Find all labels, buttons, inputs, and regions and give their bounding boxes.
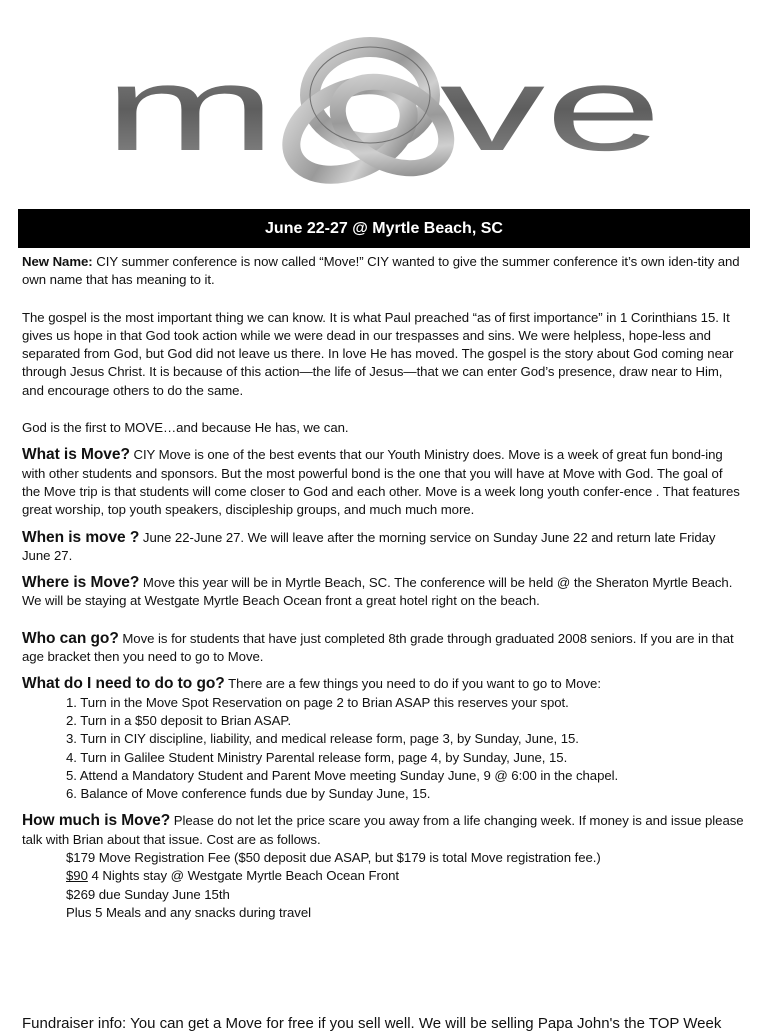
what-do-i-need-heading: What do I need to do to go? xyxy=(22,675,225,693)
hotel-cost-amount: $90 xyxy=(66,868,88,884)
list-item: 5. Attend a Mandatory Student and Parent Move meeting Sunday June, 9 @ 6:00 in the chapel. xyxy=(66,767,619,783)
who-can-go-heading: Who can go? xyxy=(22,629,119,647)
banner-text: June 22-27 @ Myrtle Beach, SC xyxy=(265,219,503,237)
where-is-move-heading: Where is Move? xyxy=(22,574,140,592)
list-item: 4. Turn in Galilee Student Ministry Parental release form, page 4, by Sunday, June, 15. xyxy=(66,749,568,765)
when-is-move-section xyxy=(22,529,744,566)
new-name-text: CIY summer conference is now called “Move!” CIY wanted to give the summer conference it’s own iden-tity and own name that has meaning to it. xyxy=(22,254,740,288)
how-much-section xyxy=(22,812,744,849)
where-is-move-text: Move this year will be in Myrtle Beach, SC. The conference will be held @ the Sheraton Myrtle Beach. We will be staying at Westgate Myrtle Beach Ocean front a great hotel right on the beach. xyxy=(22,575,733,609)
requirements-list xyxy=(22,694,744,804)
who-can-go-text: Move is for students that have just completed 8th grade through graduated 2008 seniors. If you are in that age bracket then you need to go to Move. xyxy=(22,630,734,665)
how-much-heading: How much is Move? xyxy=(22,812,171,830)
list-item: 1. Turn in the Move Spot Reservation on page 2 to Brian ASAP this reserves your spot. xyxy=(66,694,569,710)
hotel-cost-text: 4 Nights stay @ Westgate Myrtle Beach Ocean Front xyxy=(87,868,400,884)
hotel-cost-line xyxy=(66,867,744,885)
list-item: 2. Turn in a $50 deposit to Brian ASAP. xyxy=(66,712,292,728)
what-do-i-need-text: There are a few things you need to do if you want to go to Move: xyxy=(224,676,601,692)
meals-line: Plus 5 Meals and any snacks during travel xyxy=(66,904,311,920)
cost-breakdown xyxy=(22,849,744,922)
new-name-paragraph xyxy=(22,253,744,290)
when-is-move-heading: When is move ? xyxy=(22,528,140,546)
what-is-move-section xyxy=(22,446,744,519)
date-location-banner xyxy=(18,209,750,248)
how-much-text: Please do not let the price scare you away from a life changing week. If money is and issue please talk with Brian about that issue. Cost are as follows. xyxy=(22,813,744,847)
where-is-move-section xyxy=(22,574,744,611)
what-do-i-need-section xyxy=(22,675,744,693)
what-is-move-heading: What is Move? xyxy=(22,446,130,464)
total-due-line: $269 due Sunday June 15th xyxy=(66,886,230,902)
list-item: 3. Turn in CIY discipline, liability, and medical release form, page 3, by Sunday, June, 15. xyxy=(66,731,579,747)
first-to-move-line: God is the first to MOVE…and because He has, we can. xyxy=(22,420,349,436)
list-item: 6. Balance of Move conference funds due by Sunday June, 15. xyxy=(66,786,431,802)
gospel-paragraph: The gospel is the most important thing we can know. It is what Paul preached “as of first importance” in 1 Corinthians 15. It gives us hope in that God took action while we were dead in our trespasses and sins. We were helpless, hope-less and separated from God, but God did not leave us there. In love He has moved. The gospel is the story about God coming near through Jesus Christ. It is because of this action—the life of Jesus—that we can enter God’s presence, draw near to Him, and encourage others to do the same. xyxy=(22,309,734,398)
new-name-label: New Name: xyxy=(22,254,93,269)
what-is-move-text: CIY Move is one of the best events that our Youth Ministry does. Move is a week of great fun bond-ing with other students and sponsors. But the most powerful bond is the one that you will have at Move with God. The goal of the Move trip is that students will come closer to God and each other. Move is a week long youth confer-ence . That features great worship, top youth speakers, discipleship groups, and much much more. xyxy=(22,447,740,518)
when-is-move-text: June 22-June 27. We will leave after the morning service on Sunday June 22 and return late Friday June 27. xyxy=(22,529,716,563)
who-can-go-section xyxy=(22,630,744,667)
registration-fee-line: $179 Move Registration Fee ($50 deposit due ASAP, but $179 is total Move registration fee.) xyxy=(66,850,601,866)
logo-rings-icon xyxy=(277,47,461,192)
logo-text-right: ve xyxy=(440,42,662,176)
move-logo xyxy=(0,0,768,200)
logo-text-left: m xyxy=(104,42,276,176)
cut-off-fundraiser-line: Fundraiser info: You can get a Move for free if you sell well. We will be selling Papa John's the TOP Week xyxy=(22,1015,722,1032)
flyer-body xyxy=(22,253,744,922)
